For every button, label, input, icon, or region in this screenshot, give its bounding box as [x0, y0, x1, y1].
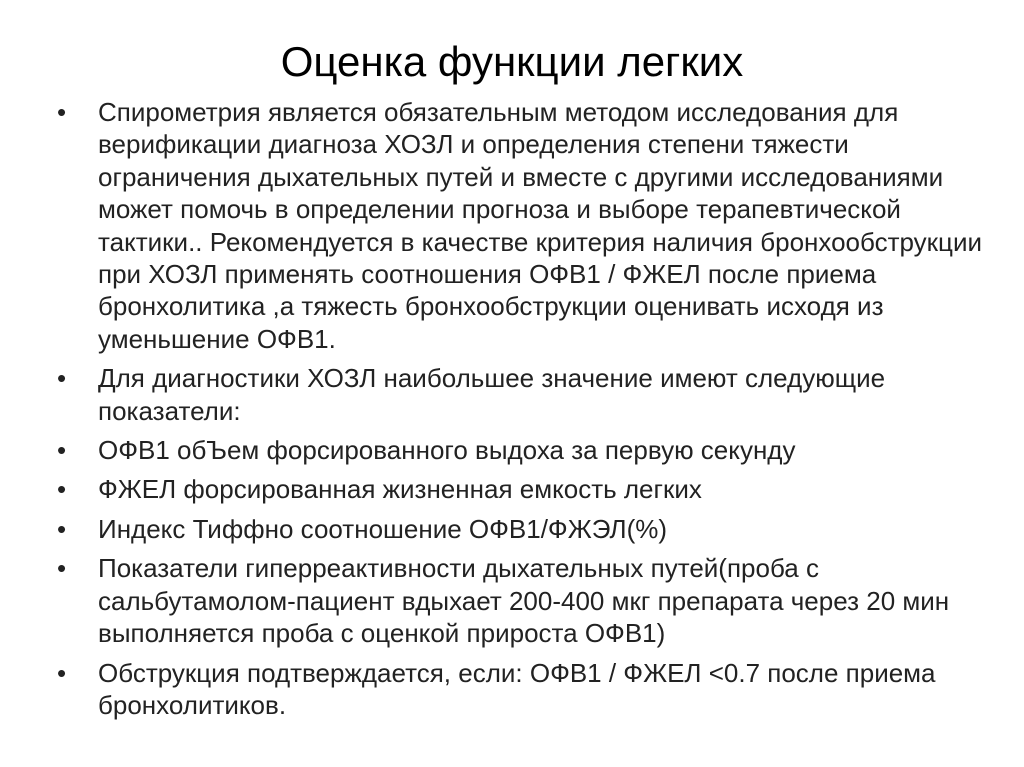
bullet-text: Показатели гиперреактивности дыхательных путей(проба с сальбутамолом-пациент вдыхает 200-400 мкг препарата через 20 мин выполняется проба с оценкой прироста ОФВ1) — [98, 553, 950, 649]
bullet-marker: • — [57, 657, 67, 688]
bullet-item-fvc — [57, 473, 998, 505]
bullet-item-fev1 — [57, 434, 998, 466]
bullet-marker: • — [57, 513, 67, 544]
slide-title: Оценка функции легких — [280, 38, 744, 85]
bullet-marker: • — [57, 474, 67, 505]
bullet-marker: • — [57, 97, 67, 127]
bullet-item-hyperreactivity — [57, 552, 998, 649]
bullet-list — [57, 96, 998, 728]
bullet-text: ОФВ1 обЪем форсированного выдоха за первую секунду — [98, 435, 796, 466]
bullet-text: Спирометрия является обязательным методом исследования для верификации диагноза ХОЗЛ и определения степени тяжести ограничения дыхательных путей и вместе с другими исследованиями может помочь в определении прогноза и выборе терапевтической тактики.. Рекомендуется в качестве критерия наличия бронхообструкции при ХОЗЛ применять соотношения ОФВ1 / ФЖЕЛ после приема бронхолитика ,а тяжесть бронхообструкции оценивать исходя из уменьшение ОФВ1. — [98, 97, 982, 354]
bullet-text: Для диагностики ХОЗЛ наибольшее значение имеют следующие показатели: — [98, 363, 886, 426]
bullet-text: Обструкция подтверждается, если: ОФВ1 / ФЖЕЛ <0.7 после приема бронхолитиков. — [98, 657, 936, 720]
bullet-item-diagnostics — [57, 362, 998, 427]
bullet-marker: • — [57, 363, 67, 394]
bullet-item-spirometry — [57, 96, 998, 355]
bullet-item-obstruction — [57, 657, 998, 722]
bullet-item-tiffeneau — [57, 513, 998, 545]
bullet-marker: • — [57, 435, 67, 466]
bullet-text: Индекс Тиффно соотношение ОФВ1/ФЖЭЛ(%) — [98, 513, 668, 544]
bullet-text: ФЖЕЛ форсированная жизненная емкость легких — [98, 474, 702, 505]
bullet-marker: • — [57, 553, 67, 584]
